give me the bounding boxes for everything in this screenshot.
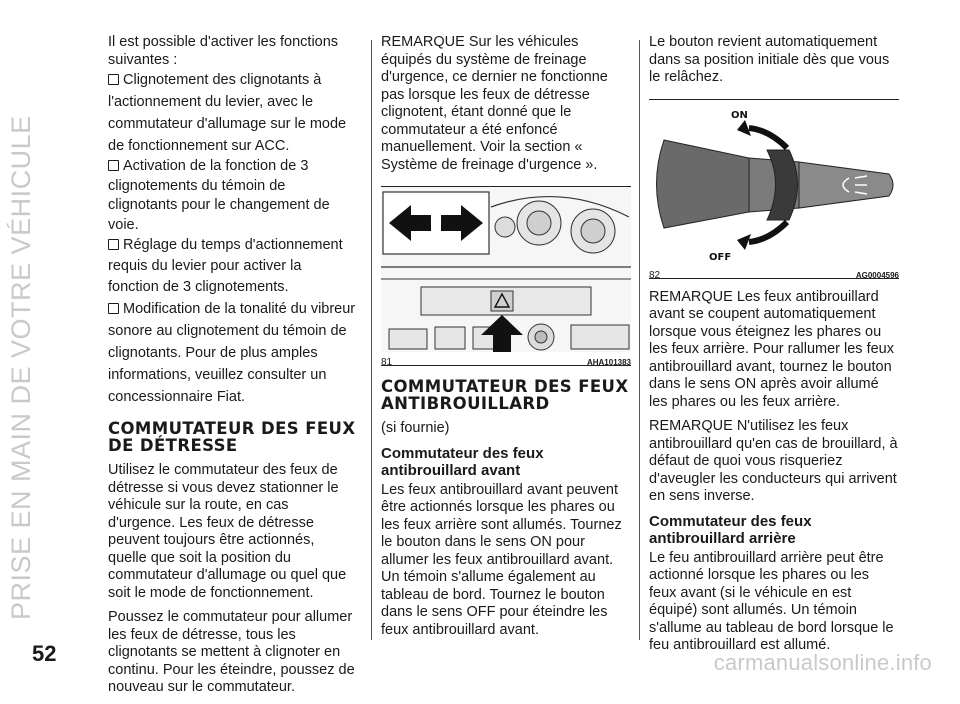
hazard-switch-heading: COMMUTATEUR DES FEUX DE DÉTRESSE <box>108 419 356 455</box>
column-divider <box>639 40 640 640</box>
fog-remark-1: REMARQUE Les feux antibrouillard avant se coupent automatiquement lorsque vous éteignez les phares ou les feux arrière. Pour rallumer les feux antibrouillard avant, tournez le bouton dans le sens ON après avoir allumé les phares ou les feux arrière. <box>649 288 894 410</box>
fog-lamp-switch-illustration <box>649 100 899 265</box>
checkbox-bullet-icon <box>108 160 119 171</box>
intro-text: Il est possible d'activer les fonctions suivantes : <box>108 34 339 68</box>
front-fog-paragraph: Les feux antibrouillard avant peuvent être actionnés lorsque les phares ou les feux arrière sont allumés. Tournez le bouton dans le sens ON pour allumer les feux antibrouillard avant. Un témoin s'allume également au tableau de bord. Tournez le bouton dans le sens OFF pour éteindre les feux antibrouillard avant. <box>381 481 622 638</box>
checkbox-bullet-icon <box>108 303 119 314</box>
list-item: Clignotement des clignotants à l'actionnement du levier, avec le commutateur d'allumage sur le mode de fonctionnement sur ACC. <box>108 72 347 154</box>
hazard-paragraph-1: Utilisez le commutateur des feux de détresse si vous devez stationner le véhicule sur la route, en cas d'urgence. Les feux de détresse peuvent toujours être actionnés, quelle que soit la position du commutateur d'allumage ou quel que soit le mode de fonctionnement. <box>108 462 347 601</box>
hazard-paragraph-2: Poussez le commutateur pour allumer les feux de détresse, tous les clignotants se mettent à clignoter en continu. Pour les éteindre, poussez de nouveau sur le commutateur. <box>108 609 355 695</box>
figure-code: AHA101383 <box>586 358 631 367</box>
column-1 <box>108 34 356 704</box>
figure-82 <box>649 99 899 279</box>
column-3 <box>649 34 899 662</box>
figure-caption <box>381 352 631 372</box>
figure-code: AG0004596 <box>855 270 899 280</box>
rear-fog-subheading: Commutateur des feux antibrouillard arrière <box>649 512 812 547</box>
figure-number: 82 <box>649 269 661 281</box>
section-sidebar-title: PRISE EN MAIN DE VOTRE VÉHICULE <box>6 115 36 620</box>
emergency-brake-remark: REMARQUE Sur les véhicules équipés du système de freinage d'urgence, ce dernier ne fonctionne pas lorsque les feux de détresse clignotent, étant donné que le commutateur a été enfoncé manuellement. Voir la section « Système de freinage d'urgence ». <box>381 34 608 173</box>
figure-caption <box>649 265 899 285</box>
on-label: ON <box>731 109 748 121</box>
figure-81 <box>381 186 631 366</box>
list-item: Modification de la tonalité du vibreur sonore au clignotement du témoin de clignotants. Pour de plus amples informations, veuillez consulter un concessionnaire Fiat. <box>108 301 356 405</box>
list-item: Activation de la fonction de 3 clignotements du témoin de clignotants pour le changement de voie. <box>108 158 330 233</box>
front-fog-subheading: Commutateur des feux antibrouillard avant <box>381 444 544 479</box>
page-number: 52 <box>32 641 57 666</box>
hazard-switch-illustration <box>381 187 631 352</box>
checkbox-bullet-icon <box>108 74 119 85</box>
fog-switch-heading: COMMUTATEUR DES FEUX ANTIBROUILLARD <box>381 377 629 413</box>
figure-number: 81 <box>381 357 393 368</box>
off-label: OFF <box>709 251 732 263</box>
watermark: carmanualsonline.info <box>713 650 932 675</box>
bullet-list <box>108 69 356 408</box>
checkbox-bullet-icon <box>108 239 119 250</box>
column-divider <box>371 40 372 640</box>
fog-remark-2: REMARQUE N'utilisez les feux antibrouillard qu'en cas de brouillard, à défaut de quoi vous risqueriez d'aveugler les conducteurs qui arrivent en sens inverse. <box>649 418 898 504</box>
rear-fog-paragraph: Le feu antibrouillard arrière peut être actionné lorsque les phares ou les feux avant (si le véhicule en est équipé) sont allumés. Un témoin s'allume au tableau de bord lorsque le feu antibrouillard est allumé. <box>649 549 894 653</box>
optional-note: (si fournie) <box>381 420 450 436</box>
column-2 <box>381 34 631 646</box>
knob-return-paragraph: Le bouton revient automatiquement dans sa position initiale dès que vous le relâchez. <box>649 34 890 85</box>
list-item: Réglage du temps d'actionnement requis du levier pour activer la fonction de 3 clignotements. <box>108 237 343 295</box>
